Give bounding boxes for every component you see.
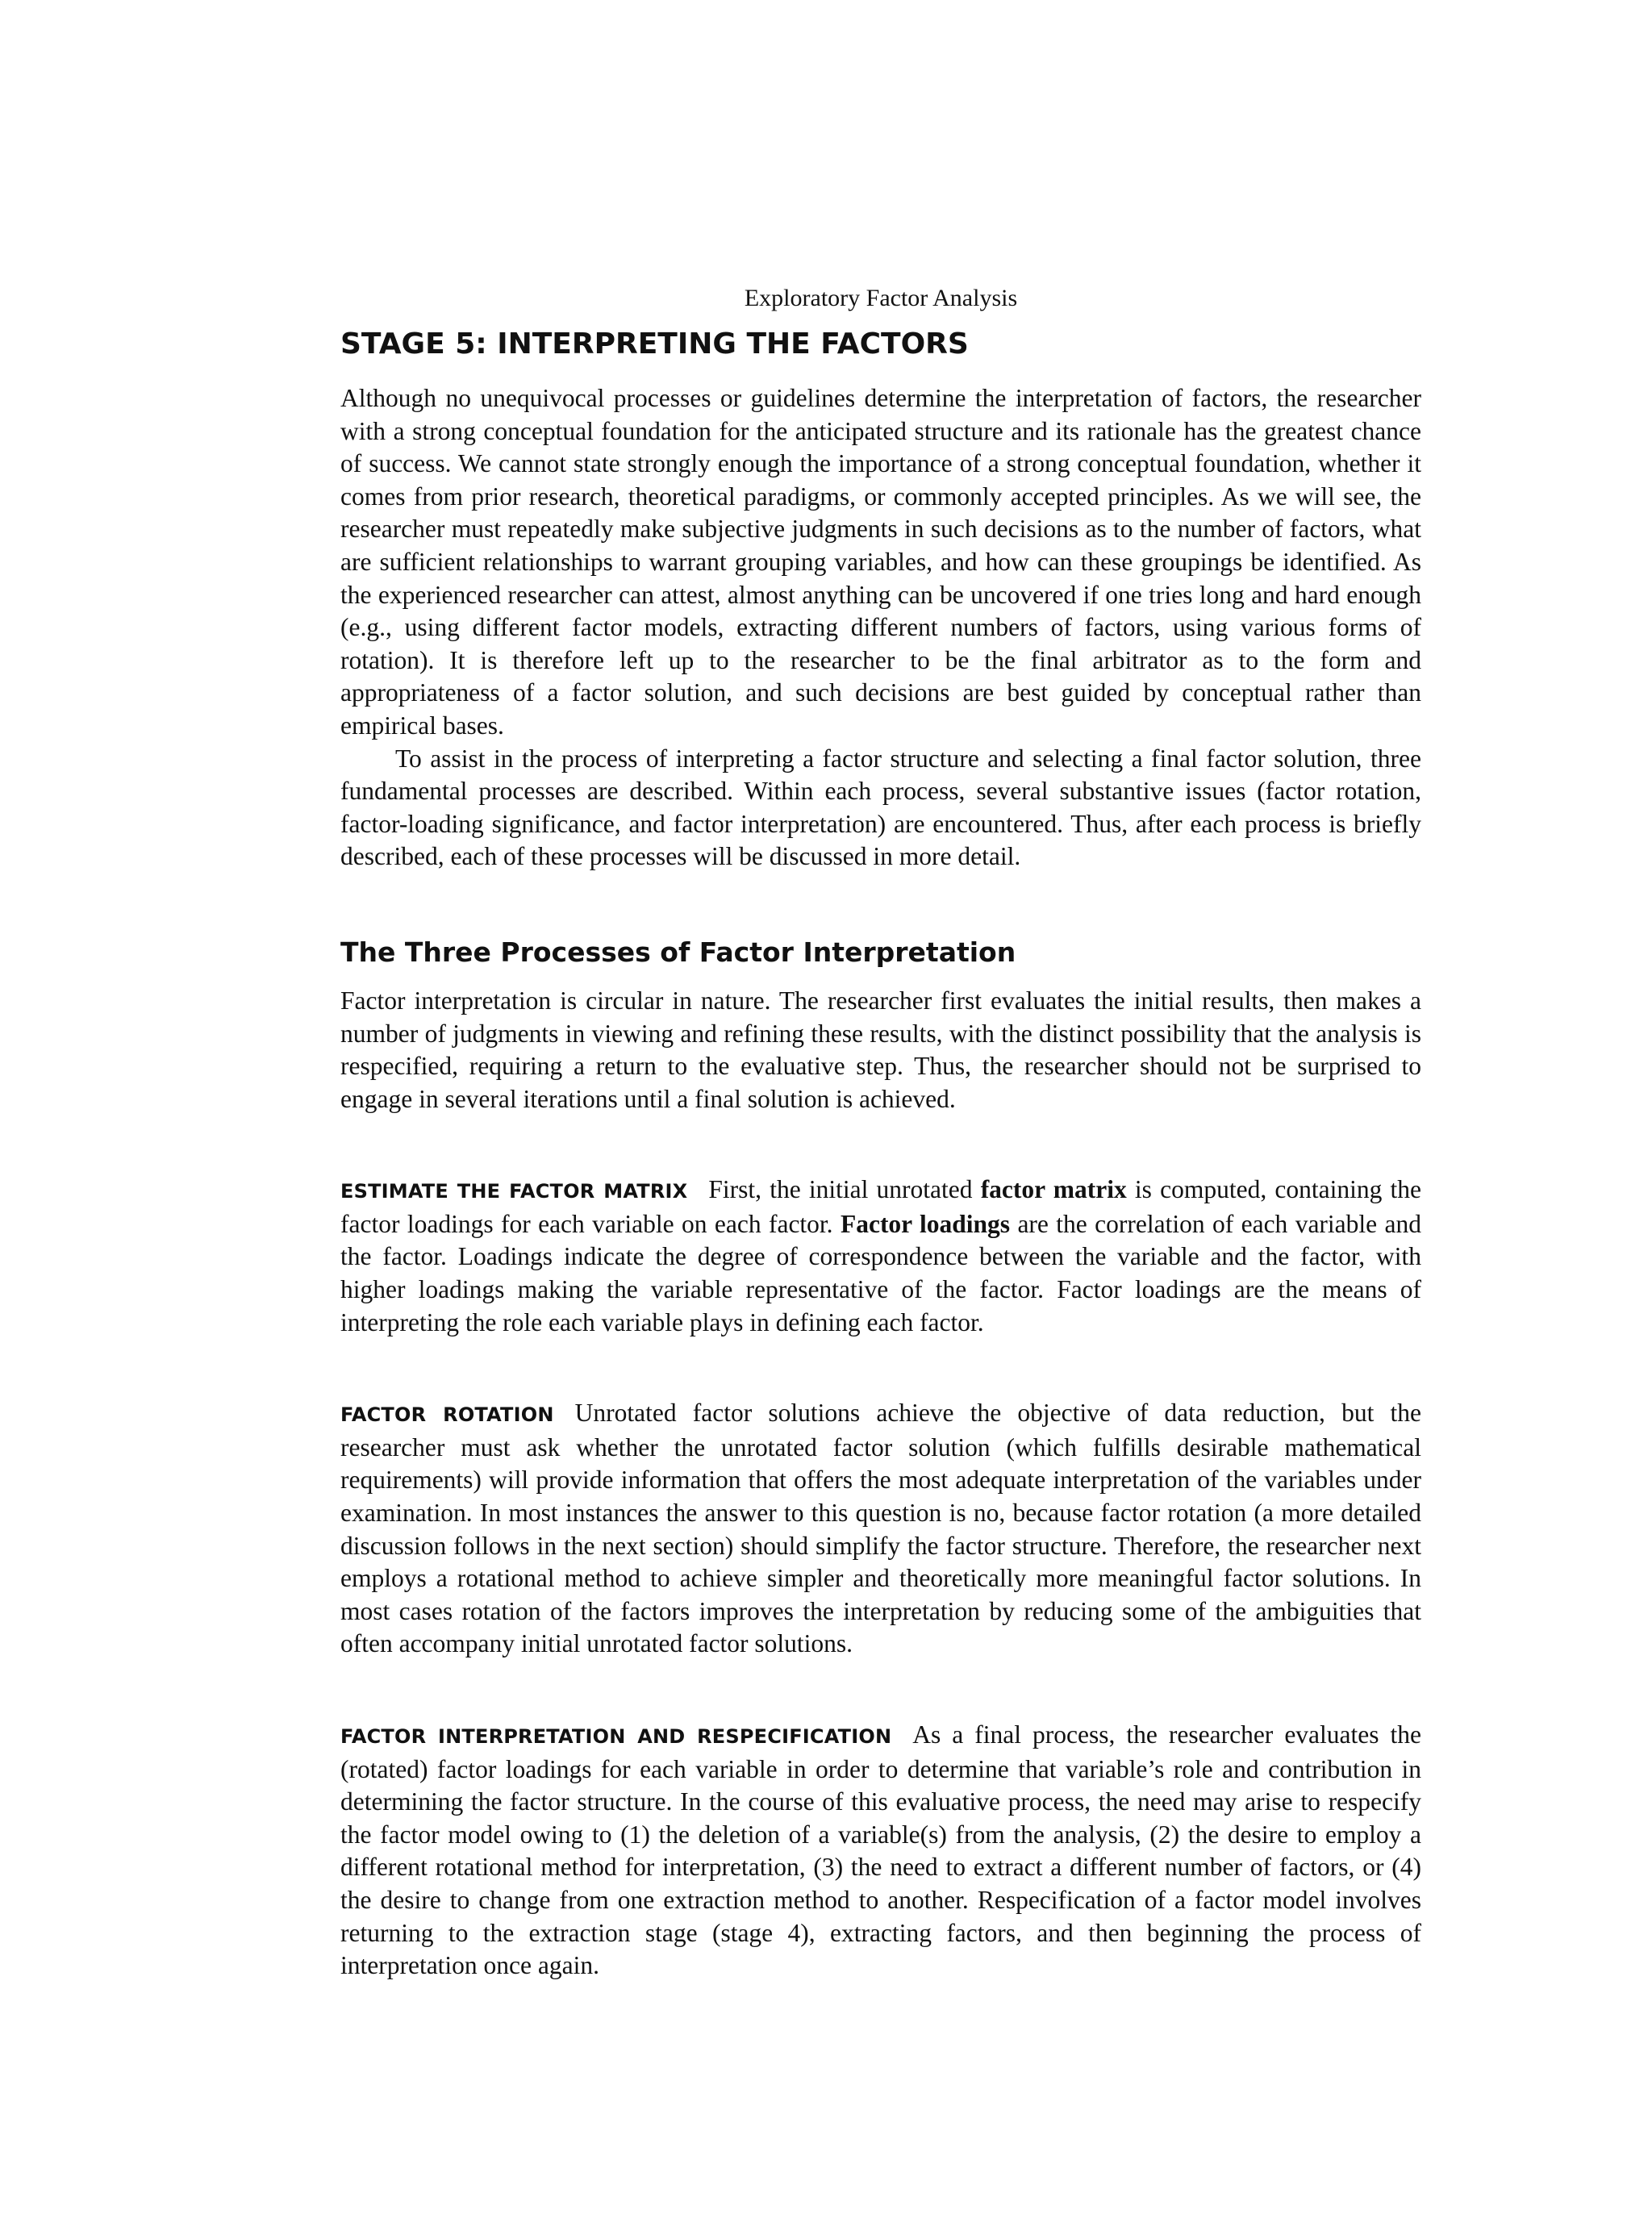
respecification-paragraph [340, 1719, 1421, 1983]
intro-paragraph-2: To assist in the process of interpreting a factor structure and selecting a final factor solution, three fundamental processes are described. Within each process, several substantive issues (factor rotation, factor-loading significance, and factor interpretation) are encountered. Thus, after each process is briefly described, each of these processes will be discussed in more detail. [340, 744, 1421, 871]
running-head: Exploratory Factor Analysis [744, 285, 1018, 311]
intro-paragraph-1: Although no unequivocal processes or guidelines determine the interpretation of factors, the researcher with a strong conceptual foundation for the anticipated structure and its rationale has the greatest chance of success. We cannot state strongly enough the importance of a strong conceptual foundation, whether it comes from prior research, theoretical paradigms, or commonly accepted principles. As we will see, the researcher must repeatedly make subjective judgments in such decisions as to the number of factors, what are sufficient relationships to warrant grouping variables, and how can these groupings be identified. As the experienced researcher can attest, almost anything can be uncovered if one tries long and hard enough (e.g., using different factor models, extracting different numbers of factors, using various forms of rotation). It is therefore left up to the researcher to be the final arbitrator as to the form and appropriateness of a factor solution, and such decisions are best guided by conceptual rather than empirical bases. [340, 384, 1421, 740]
document-page [340, 282, 1421, 1983]
estimate-heading: ESTIMATE THE FACTOR MATRIX [340, 1180, 688, 1203]
estimate-text-2: is computed, containing the factor loadings for each variable on each factor. [340, 1175, 1422, 1238]
term-factor-loadings: Factor loadings [840, 1209, 1011, 1238]
stage-title: STAGE 5: INTERPRETING THE FACTORS [340, 327, 969, 361]
respecification-heading: FACTOR INTERPRETATION AND RESPECIFICATION [340, 1725, 892, 1748]
section-heading: The Three Processes of Factor Interpretation [340, 936, 1016, 968]
estimate-text-3: are the correlation of each variable and the factor. Loadings indicate the degree of correspondence between the variable and the factor, with higher loadings making the variable representative of the factor. Factor loadings are the means of interpreting the role each variable plays in defining each factor. [340, 1209, 1422, 1336]
section-paragraph: Factor interpretation is circular in nature. The researcher first evaluates the initial results, then makes a number of judgments in viewing and refining these results, with the distinct possibility that the analysis is respecified, requiring a return to the evaluative step. Thus, the researcher should not be surprised to engage in several iterations until a final solution is achieved. [340, 986, 1421, 1113]
rotation-heading: FACTOR ROTATION [340, 1403, 554, 1427]
term-factor-matrix: factor matrix [980, 1175, 1127, 1204]
respecification-text: As a final process, the researcher evaluates the (rotated) factor loadings for each variable in order to determine that variable’s role and contribution in determining the factor structure. In the course of this evaluative process, the need may arise to respecify the factor model owing to (1) the deletion of a variable(s) from the analysis, (2) the desire to employ a different rotational method for interpretation, (3) the need to extract a different number of factors, or (4) the desire to change from one extraction method to another. Respecification of a factor model involves returning to the extraction stage (stage 4), extracting factors, and then beginning the process of interpretation once again. [340, 1720, 1422, 1980]
estimate-paragraph [340, 1174, 1421, 1339]
estimate-text-1: First, the initial unrotated [708, 1175, 981, 1204]
rotation-text: Unrotated factor solutions achieve the objective of data reduction, but the researcher must ask whether the unrotated factor solution (which fulfills desirable mathematical requirements) will provide information that offers the most adequate interpretation of the variables under examination. In most instances the answer to this question is no, because factor rotation (a more detailed discussion follows in the next section) should simplify the factor structure. Therefore, the researcher next employs a rotational method to achieve simpler and theoretically more meaningful factor solutions. In most cases rotation of the factors improves the interpretation by reducing some of the ambiguities that often accompany initial unrotated factor solutions. [340, 1399, 1422, 1658]
rotation-paragraph [340, 1397, 1421, 1661]
